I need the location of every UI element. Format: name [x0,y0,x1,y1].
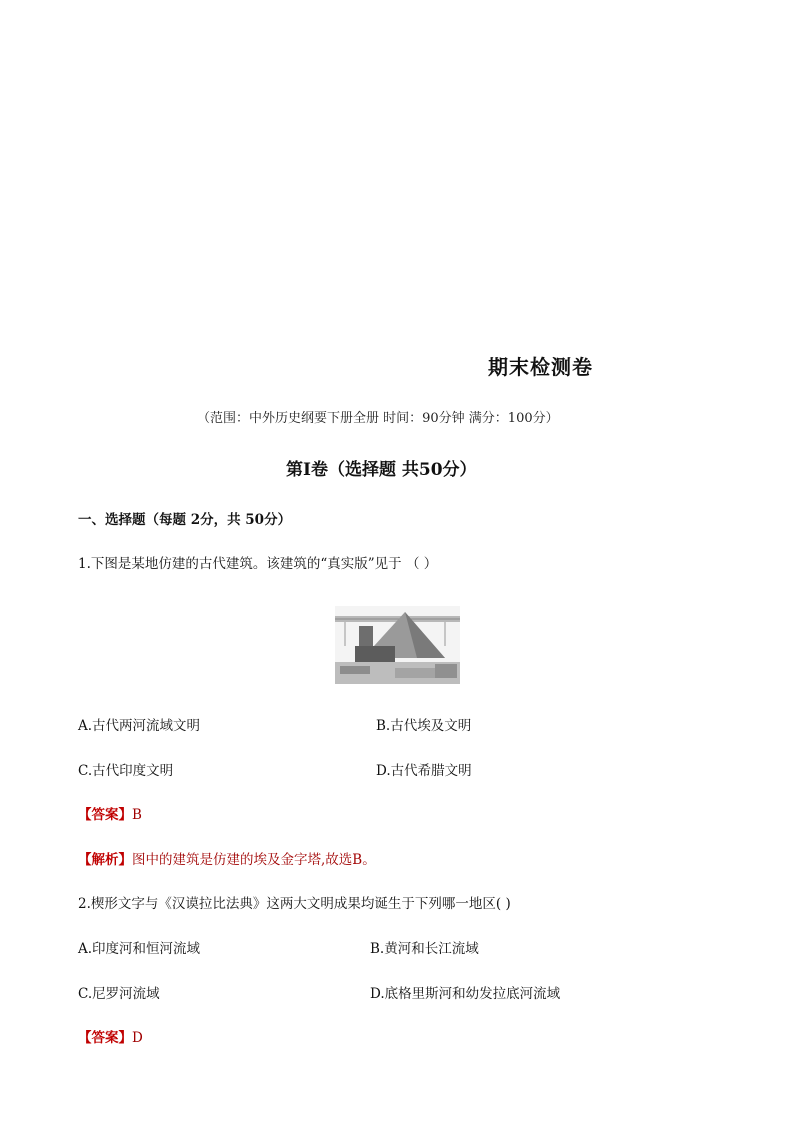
part-title: 一、选择题（每题 2分，共 50分） [78,512,292,528]
question-2-option-b: B.黄河和长江流域 [370,941,479,957]
question-2-option-d: D.底格里斯河和幼发拉底河流域 [370,986,561,1002]
question-1-option-c: C.古代印度文明 [78,763,174,779]
question-2-option-a: A.印度河和恒河流域 [78,941,201,957]
question-1-option-d: D.古代希腊文明 [376,763,472,779]
section-title: 第Ⅰ卷（选择题 共50分） [286,460,477,480]
pyramid-replica-photo [335,606,460,684]
explanation-tag: 【解析】 [78,852,132,868]
question-1-option-b: B.古代埃及文明 [376,718,472,734]
explanation-text: 图中的建筑是仿建的埃及金字塔,故选B。 [132,852,376,868]
question-1-explanation [78,848,376,868]
question-1-stem: 1.下图是某地仿建的古代建筑。该建筑的“真实版”见于 （ ） [78,556,438,572]
question-2-answer [78,1026,143,1046]
exam-scope-line: （范围：中外历史纲要下册全册 时间：90分钟 满分：100分） [197,411,559,426]
answer-tag: 【答案】 [78,807,132,823]
question-2-option-c: C.尼罗河流域 [78,986,160,1002]
question-2-stem: 2.楔形文字与《汉谟拉比法典》这两大文明成果均诞生于下列哪一地区( ) [78,896,511,912]
question-1-answer [78,803,142,823]
exam-title: 期末检测卷 [488,355,593,379]
answer-value: D [132,1030,143,1046]
answer-value: B [132,807,142,823]
answer-tag: 【答案】 [78,1030,132,1046]
question-1-option-a: A.古代两河流域文明 [78,718,201,734]
